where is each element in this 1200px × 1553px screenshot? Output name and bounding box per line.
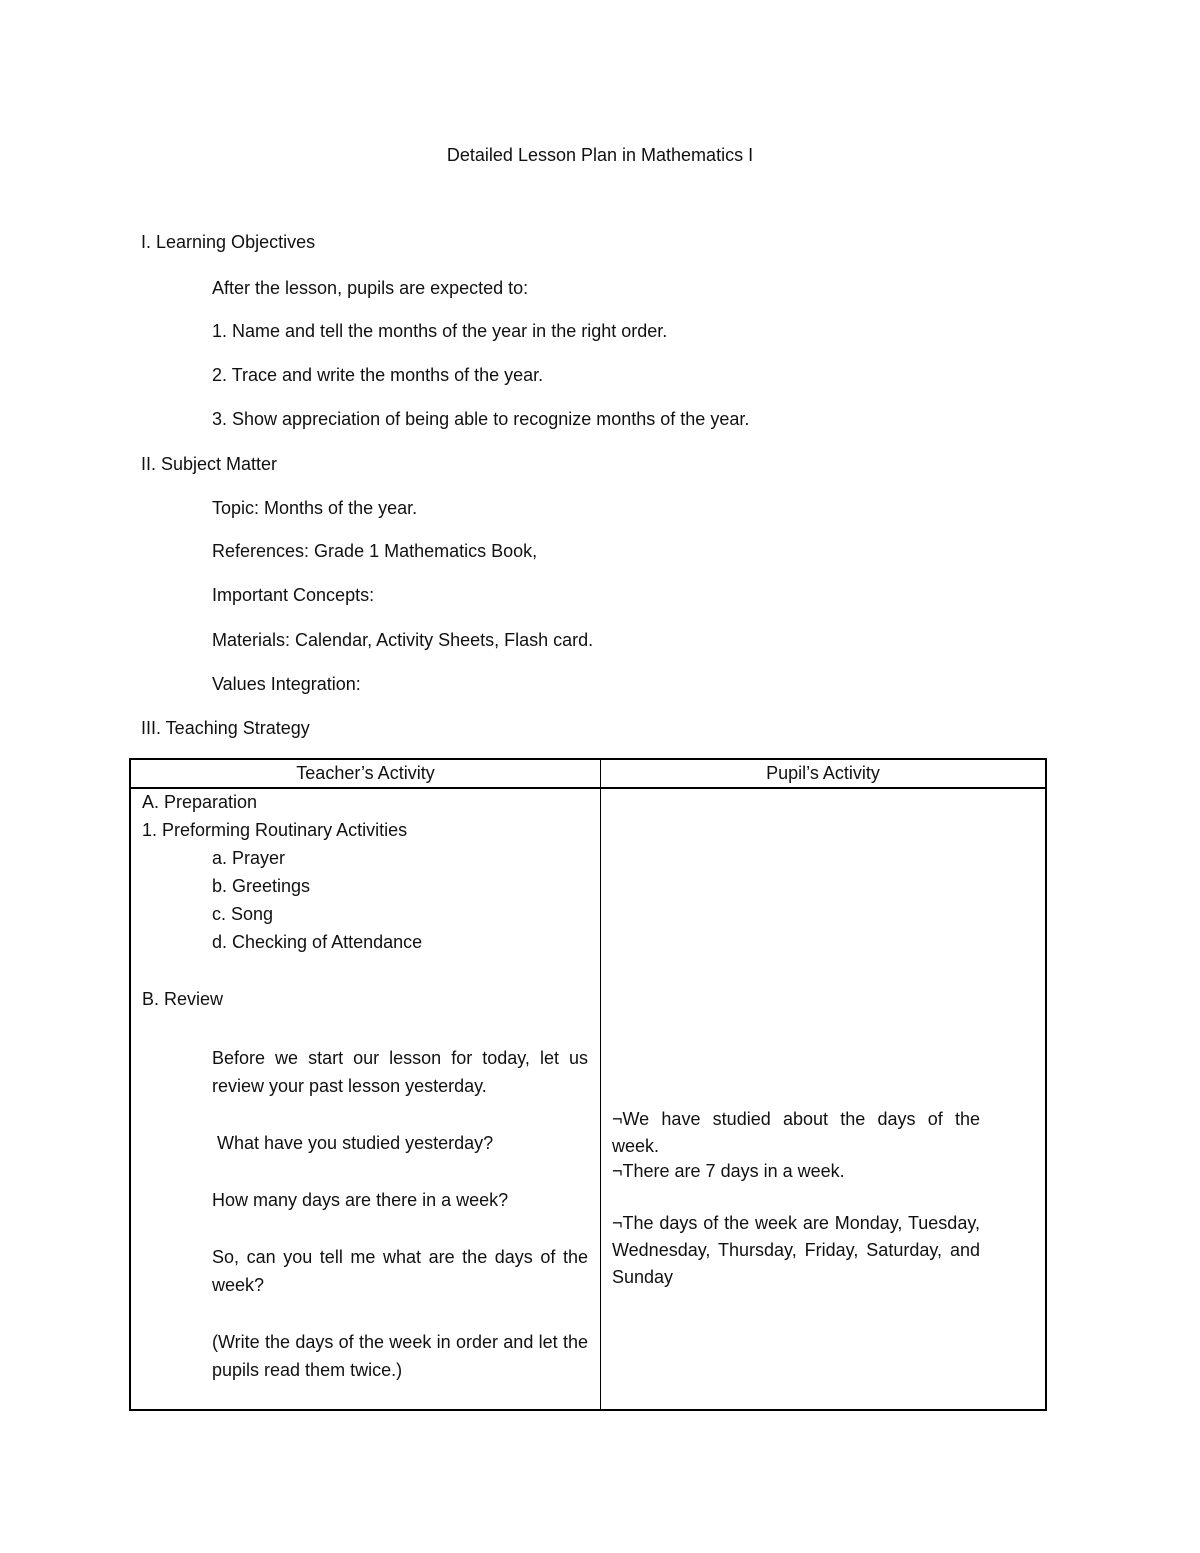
pupil-activity-header: Pupil’s Activity <box>766 763 880 783</box>
review-question: What have you studied yesterday? <box>212 1133 494 1153</box>
subject-references: References: Grade 1 Mathematics Book, <box>212 541 538 561</box>
objectives-intro: After the lesson, pupils are expected to: <box>212 278 529 298</box>
review-label: B. Review <box>142 989 224 1009</box>
routine-item: b. Greetings <box>212 876 311 896</box>
subject-topic: Topic: Months of the year. <box>212 498 418 518</box>
column-divider <box>600 760 601 1409</box>
subject-matter-heading: II. Subject Matter <box>141 454 278 474</box>
routine-item: d. Checking of Attendance <box>212 932 423 952</box>
objective-item: 2. Trace and write the months of the year. <box>212 365 544 385</box>
pupil-answer: ¬There are 7 days in a week. <box>612 1161 845 1181</box>
objectives-heading: I. Learning Objectives <box>141 232 316 252</box>
review-instruction: (Write the days of the week in order and let the pupils read them twice.) <box>212 1332 588 1380</box>
teaching-strategy-table <box>129 758 1047 1411</box>
table-header-row <box>131 760 1045 789</box>
review-question: So, can you tell me what are the days of the week? <box>212 1247 588 1295</box>
routine-item: a. Prayer <box>212 848 286 868</box>
teaching-strategy-heading: III. Teaching Strategy <box>141 718 310 738</box>
subject-materials: Materials: Calendar, Activity Sheets, Flash card. <box>212 630 594 650</box>
document-title: Detailed Lesson Plan in Mathematics I <box>446 145 754 165</box>
review-intro: Before we start our lesson for today, let us review your past lesson yesterday. <box>212 1048 588 1096</box>
subject-values: Values Integration: <box>212 674 361 694</box>
teacher-activity-header: Teacher’s Activity <box>296 763 435 783</box>
pupil-answer: ¬The days of the week are Monday, Tuesday, Wednesday, Thursday, Friday, Saturday, and Sunday <box>612 1213 980 1287</box>
preparation-label: A. Preparation <box>142 792 258 812</box>
objective-item: 3. Show appreciation of being able to recognize months of the year. <box>212 409 750 429</box>
review-question: How many days are there in a week? <box>212 1190 509 1210</box>
objective-item: 1. Name and tell the months of the year in the right order. <box>212 321 668 341</box>
subject-concepts: Important Concepts: <box>212 585 375 605</box>
routinary-label: 1. Preforming Routinary Activities <box>142 820 408 840</box>
pupil-answer: ¬We have studied about the days of the week. <box>612 1109 980 1156</box>
routine-item: c. Song <box>212 904 274 924</box>
